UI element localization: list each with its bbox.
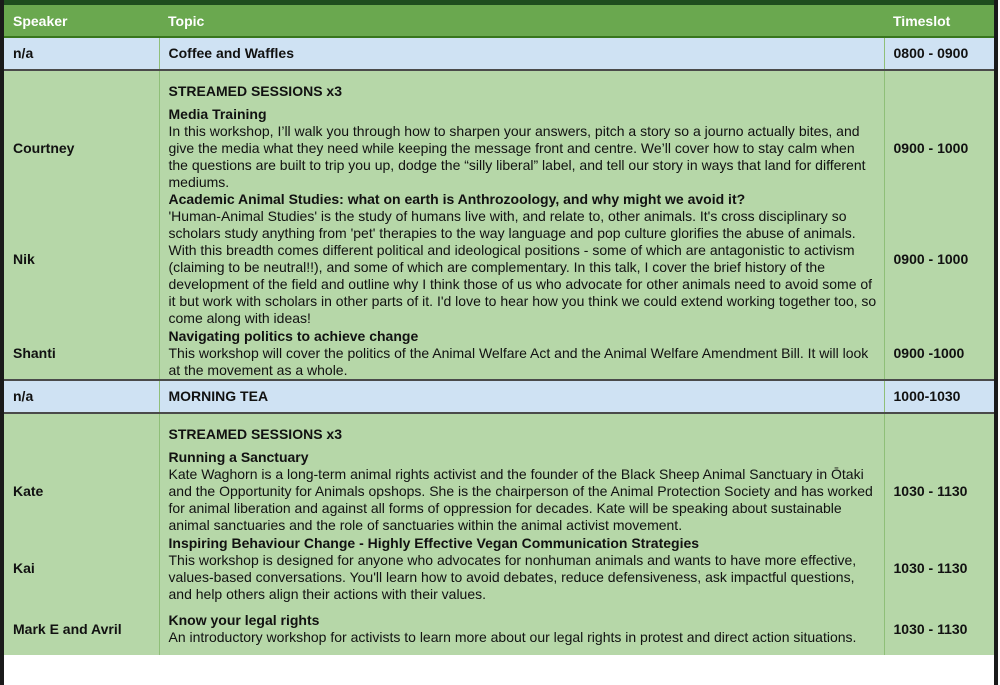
session-description: This workshop is designed for anyone who advocates for nonhuman animals and wants to have more effective, values-based conversations. You'll learn how to avoid debates, reduce defensiveness, ask impactful questions, and help others align their actions with their values. [168,551,857,602]
session-title: Navigating politics to achieve change [168,327,419,344]
timeslot-cell: 1030 - 1130 [884,448,994,534]
topic-cell [159,191,884,327]
topic-cell [159,327,884,380]
speaker-cell: Kate [4,448,159,534]
session-title: Inspiring Behaviour Change - Highly Effective Vegan Communication Strategies [168,534,700,551]
speaker-cell: Kai [4,534,159,603]
topic-cell [159,534,884,603]
timeslot-cell: 1030 - 1130 [884,603,994,655]
topic-cell [159,603,884,655]
timeslot-cell: 1030 - 1130 [884,534,994,603]
session-title: Running a Sanctuary [168,448,309,465]
topic-cell [159,448,884,534]
timeslot-cell: 0900 - 1000 [884,191,994,327]
session-description: An introductory workshop for activists to learn more about our legal rights in protest and direct action situations. [168,629,857,645]
header-row [4,3,994,38]
table-row-kai [4,534,994,603]
session-description: This workshop will cover the politics of the Animal Welfare Act and the Animal Welfare Amendment Bill. It will look at the movement as a whole. [168,344,869,378]
speaker-cell: Mark E and Avril [4,603,159,655]
table-row-mark-avril [4,603,994,655]
table-row-coffee [4,37,994,70]
speaker-cell: Shanti [4,327,159,380]
session-description: 'Human-Animal Studies' is the study of humans live with, and relate to, other animals. It's cross disciplinary so scholars study anything from 'pet' therapies to the way language and pop culture glorifies the abuse of animals. With this breadth comes different political and ideological positions - some of which are antagonistic to activism (claiming to be neutral!!), and some of which are complementary. In this talk, I cover the brief history of the development of the field and outline why I think those of us who advocate for other animals need to avoid some of it but work with scholars in other parts of it. I'd love to hear how you think we could extend working together too, so come along with ideas! [168,208,877,326]
table-row-kate [4,448,994,534]
header-topic: Topic [159,3,884,38]
schedule-table [4,0,994,655]
session-title: Know your legal rights [168,612,320,628]
header-speaker: Speaker [4,3,159,38]
table-row-nik [4,191,994,327]
timeslot-cell: 0800 - 0900 [884,37,994,70]
table-row-courtney [4,105,994,191]
speaker-cell: Courtney [4,105,159,191]
speaker-cell: n/a [4,380,159,413]
table-row-shanti [4,327,994,380]
speaker-cell: n/a [4,37,159,70]
timeslot-cell: 0900 -1000 [884,327,994,380]
stream-header-row [4,413,994,448]
topic-cell: Coffee and Waffles [159,37,884,70]
session-title: Academic Animal Studies: what on earth is Anthrozoology, and why might we avoid it? [168,191,746,207]
stream-heading: STREAMED SESSIONS x3 [159,413,884,448]
topic-cell [159,105,884,191]
stream-header-row [4,70,994,105]
timeslot-cell: 0900 - 1000 [884,105,994,191]
topic-cell: MORNING TEA [159,380,884,413]
timeslot-cell: 1000-1030 [884,380,994,413]
table-row-morning-tea [4,380,994,413]
session-description: Kate Waghorn is a long-term animal rights activist and the founder of the Black Sheep Animal Sanctuary in Ōtaki and the Opportunity for Animals opshops. She is the chairperson of the Animal Protection Society and has worked for animal liberation and against all forms of oppression for decades. Kate will be speaking about sustainable animal sanctuaries and the role of sanctuaries within the animal activist movement. [168,465,873,533]
session-title: Media Training [168,105,267,122]
header-timeslot: Timeslot [884,3,994,38]
session-description: In this workshop, I’ll walk you through how to sharpen your answers, pitch a story so a journo actually bites, and give the media what they need while keeping the message front and centre. We’ll cover how to stay calm when the questions are built to trip you up, dodge the “silly liberal” label, and tell our story in ways that land for different mediums. [168,122,866,190]
stream-heading: STREAMED SESSIONS x3 [159,70,884,105]
speaker-cell: Nik [4,191,159,327]
